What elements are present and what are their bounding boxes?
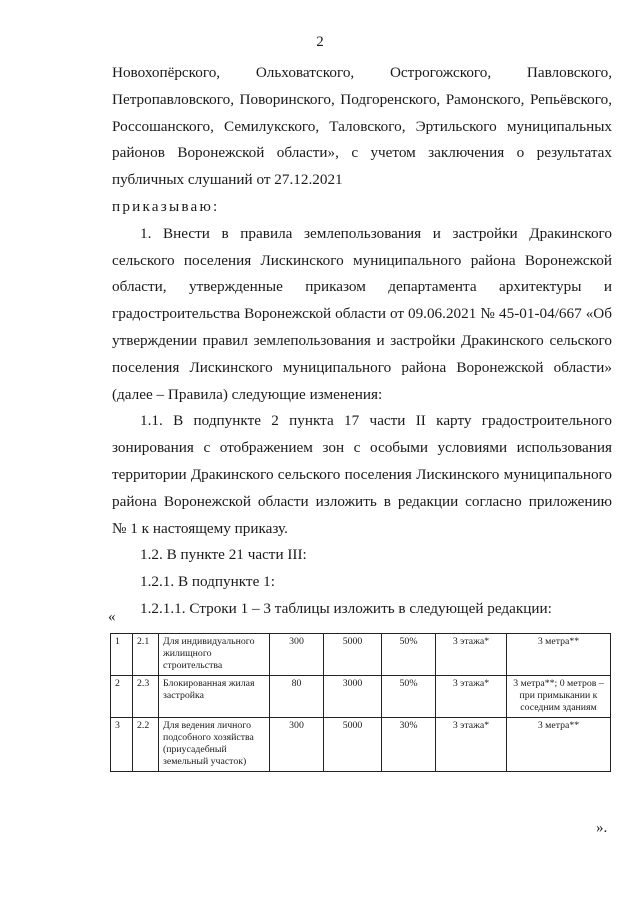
text-line: района Воронежской области изложить в редакции согласно приложению [112, 492, 612, 510]
document-body [112, 60, 612, 623]
use-name: Блокированная жилая застройка [159, 676, 270, 718]
use-code: 2.2 [133, 718, 159, 772]
text-line: публичных слушаний от 27.12.2021 [112, 171, 343, 189]
text-line: градостроительства Воронежской области от 09.06.2021 № 45-01-04/667 «Об [112, 305, 612, 323]
text-line: № 1 к настоящему приказу. [112, 519, 288, 537]
max-area: 5000 [324, 634, 382, 676]
build-percent: 30% [382, 718, 436, 772]
max-area: 3000 [324, 676, 382, 718]
regulations-table [110, 633, 611, 772]
order-word: приказываю: [112, 197, 220, 215]
build-percent: 50% [382, 676, 436, 718]
text-line: 1.2.1.1. Строки 1 – 3 таблицы изложить в следующей редакции: [140, 599, 552, 617]
build-percent: 50% [382, 634, 436, 676]
text-line: Россошанского, Семилукского, Таловского, Эртильского муниципальных [112, 117, 612, 135]
use-name: Для ведения личного подсобного хозяйства (приусадебный земельный участок) [159, 718, 270, 772]
text-line: 1. Внести в правила землепользования и застройки Дракинского [140, 224, 612, 242]
min-area: 300 [270, 634, 324, 676]
max-floors: 3 этажа* [436, 634, 507, 676]
text-line: 1.1. В подпункте 2 пункта 17 части II карту градостроительного [140, 412, 612, 430]
page-number: 2 [316, 34, 324, 50]
min-area: 300 [270, 718, 324, 772]
text-line: районов Воронежской области», с учетом заключения о результатах [112, 144, 612, 162]
max-area: 5000 [324, 718, 382, 772]
setback: 3 метра** [507, 634, 611, 676]
text-line: утверждении правил землепользования и застройки Дракинского сельского [112, 331, 612, 349]
table-row [111, 676, 611, 718]
row-number: 3 [111, 718, 133, 772]
text-line: области, утвержденные приказом департамента архитектуры и [112, 278, 612, 296]
max-floors: 3 этажа* [436, 718, 507, 772]
use-code: 2.3 [133, 676, 159, 718]
row-number: 1 [111, 634, 133, 676]
table-row [111, 718, 611, 772]
text-line: сельского поселения Лискинского муниципального района Воронежской [112, 251, 612, 269]
text-line: территории Дракинского сельского поселения Лискинского муниципального [112, 465, 612, 483]
text-line: (далее – Правила) следующие изменения: [112, 385, 383, 403]
setback: 3 метра**; 0 метров – при примыкании к соседним зданиям [507, 676, 611, 718]
close-quote: ». [596, 820, 608, 836]
use-name: Для индивидуального жилищного строительства [159, 634, 270, 676]
table-row [111, 634, 611, 676]
text-line: Петропавловского, Поворинского, Подгоренского, Рамонского, Репьёвского, [112, 90, 612, 108]
use-code: 2.1 [133, 634, 159, 676]
open-quote: « [108, 609, 116, 625]
text-line: 1.2.1. В подпункте 1: [140, 573, 275, 591]
row-number: 2 [111, 676, 133, 718]
text-line: поселения Лискинского муниципального района Воронежской области» [112, 358, 612, 376]
min-area: 80 [270, 676, 324, 718]
setback: 3 метра** [507, 718, 611, 772]
text-line: Новохопёрского, Ольховатского, Острогожского, Павловского, [112, 64, 612, 81]
text-line: зонирования с отображением зон с особыми условиями использования [112, 439, 612, 457]
max-floors: 3 этажа* [436, 676, 507, 718]
text-line: 1.2. В пункте 21 части III: [140, 546, 307, 564]
